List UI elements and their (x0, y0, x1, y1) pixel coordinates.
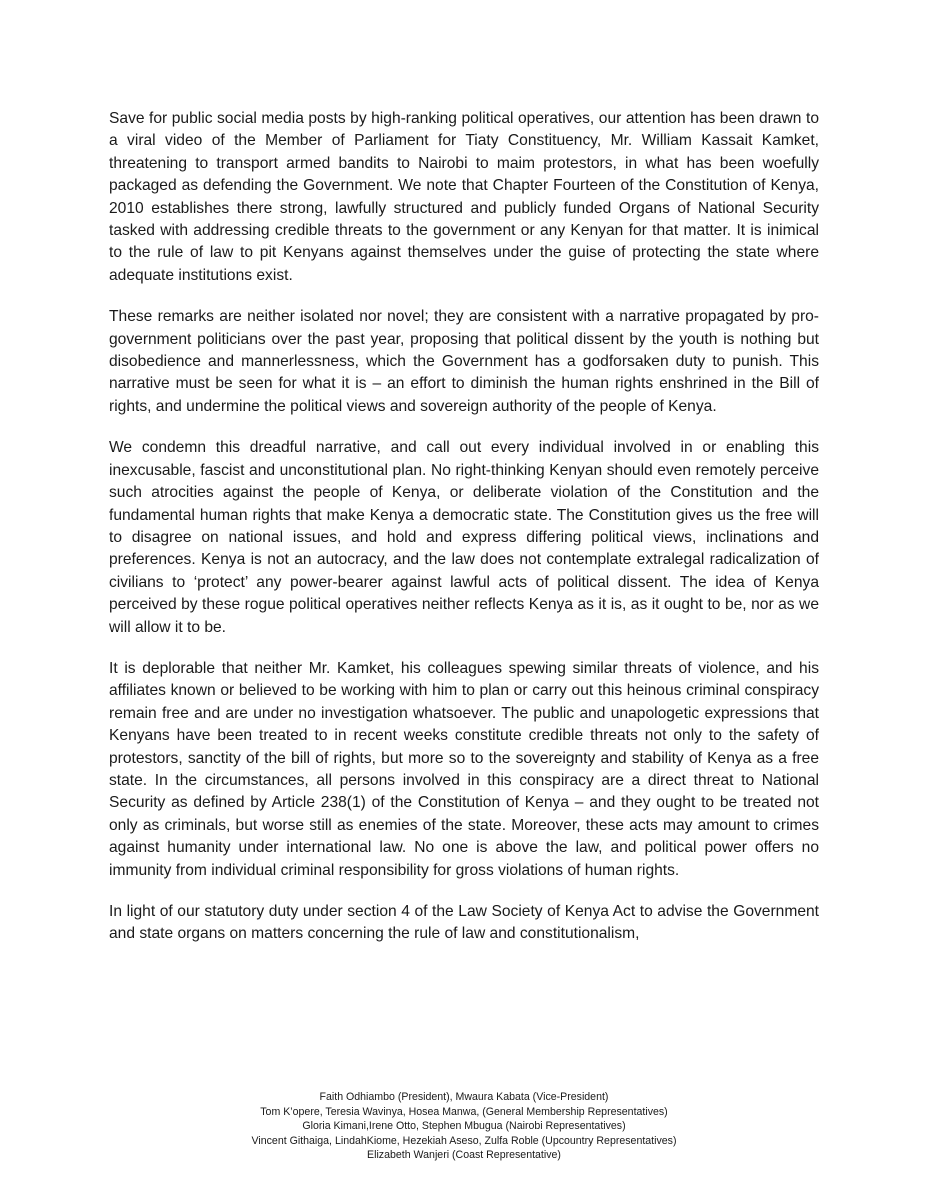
footer-line-general-representatives: Tom K’opere, Teresia Wavinya, Hosea Manwa, (General Membership Representatives) (260, 1105, 668, 1118)
paragraph-4: It is deplorable that neither Mr. Kamket, his colleagues spewing similar threats of violence, and his affiliates known or believed to be working with him to plan or carry out this heinous criminal conspiracy remain free and are under no investigation whatsoever. The public and unapologetic expressions that Kenyans have been treated to in recent weeks constitute credible threats not only to the safety of protestors, sanctity of the bill of rights, but more so to the sovereignty and stability of Kenya as a free state. In the circumstances, all persons involved in this conspiracy are a direct threat to National Security as defined by Article 238(1) of the Constitution of Kenya – and they ought to be treated not only as criminals, but worse still as enemies of the state. Moreover, these acts may amount to crimes against humanity under international law. No one is above the law, and political power offers no immunity from individual criminal responsibility for gross violations of human rights. (109, 659, 819, 879)
footer-line-officers: Faith Odhiambo (President), Mwaura Kabata (Vice-President) (319, 1091, 609, 1103)
paragraph-2: These remarks are neither isolated nor novel; they are consistent with a narrative propagated by pro-government politicians over the past year, proposing that political dissent by the youth is nothing but disobedience and mannerlessness, which the Government has a godforsaken duty to punish. This narrative must be seen for what it is – an effort to diminish the human rights enshrined in the Bill of rights, and undermine the political views and sovereign authority of the people of Kenya. (109, 308, 819, 415)
footer-line-upcountry-representatives: Vincent Githaiga, LindahKiome, Hezekiah Aseso, Zulfa Roble (Upcountry Representatives) (251, 1134, 677, 1147)
paragraph-1: Save for public social media posts by high-ranking political operatives, our attention has been drawn to a viral video of the Member of Parliament for Tiaty Constituency, Mr. William Kassait Kamket, threatening to transport armed bandits to Nairobi to maim protestors, in what has been woefully packaged as defending the Government. We note that Chapter Fourteen of the Constitution of Kenya, 2010 establishes there strong, lawfully structured and publicly funded Organs of National Security tasked with addressing credible threats to the government or any Kenyan for that matter. It is inimical to the rule of law to pit Kenyans against themselves under the guise of protecting the state where adequate institutions exist. (109, 110, 819, 284)
footer-line-coast-representative: Elizabeth Wanjeri (Coast Representative) (367, 1149, 561, 1162)
council-members-footer (109, 1090, 819, 1163)
paragraph-5: In light of our statutory duty under section 4 of the Law Society of Kenya Act to advise the Government and state organs on matters concerning the rule of law and constitutionalism, (109, 903, 819, 943)
paragraph-3: We condemn this dreadful narrative, and call out every individual involved in or enabling this inexcusable, fascist and unconstitutional plan. No right-thinking Kenyan should even remotely perceive such atrocities against the people of Kenya, or deliberate violation of the Constitution and the fundamental human rights that make Kenya a democratic state. The Constitution gives us the free will to disagree on national issues, and hold and express differing political views, inclinations and preferences. Kenya is not an autocracy, and the law does not contemplate extralegal radicalization of civilians to ‘protect’ any power-bearer against lawful acts of political dissent. The idea of Kenya perceived by these rogue political operatives neither reflects Kenya as it is, as it ought to be, nor as we will allow it to be. (109, 439, 819, 636)
footer-line-nairobi-representatives: Gloria Kimani,Irene Otto, Stephen Mbugua (Nairobi Representatives) (302, 1120, 626, 1133)
document-body (109, 108, 819, 965)
